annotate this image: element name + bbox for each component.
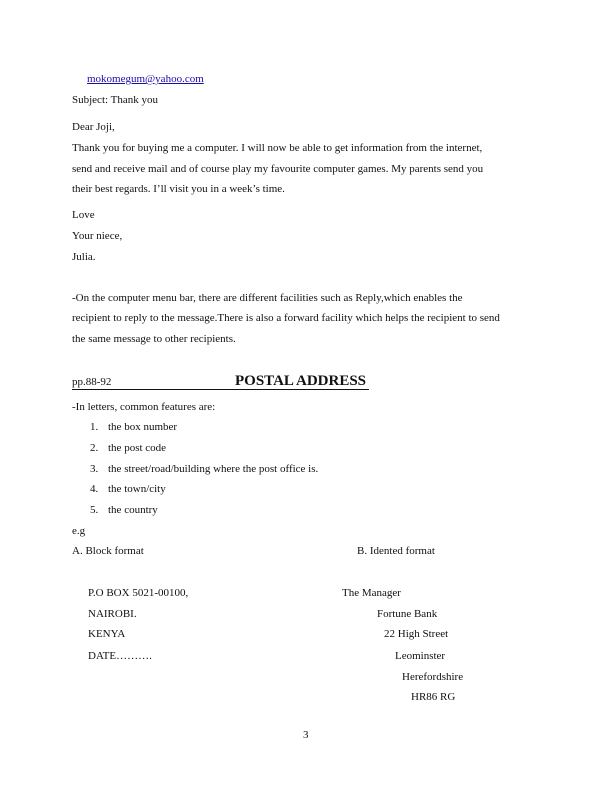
email-signature: Julia. xyxy=(72,251,96,263)
section-heading xyxy=(72,373,369,390)
note-line: the same message to other recipients. xyxy=(72,333,236,345)
list-number: 5. xyxy=(90,504,99,516)
list-item: the country xyxy=(108,504,158,516)
email-address-link[interactable]: mokomegum@yahoo.com xyxy=(87,73,204,85)
indented-address-line: The Manager xyxy=(342,587,401,599)
section-title: POSTAL ADDRESS xyxy=(235,373,367,389)
email-body-line: send and receive mail and of course play my favourite computer games. My parents send you xyxy=(72,163,484,175)
block-format-label: A. Block format xyxy=(72,545,144,557)
block-address-line: KENYA xyxy=(88,628,126,640)
list-number: 3. xyxy=(90,463,99,475)
example-label: e.g xyxy=(72,525,86,537)
indented-address-line: Herefordshire xyxy=(402,671,464,683)
list-item: the street/road/building where the post office is. xyxy=(108,463,319,475)
email-greeting: Dear Joji, xyxy=(72,121,115,133)
email-closing: Your niece, xyxy=(72,230,123,242)
indented-format-label: B. Idented format xyxy=(357,545,435,557)
list-number: 4. xyxy=(90,483,99,495)
indented-address-line: 22 High Street xyxy=(384,628,449,640)
note-line: recipient to reply to the message.There is also a forward facility which helps the recipient to send xyxy=(72,312,500,324)
block-address-line: NAIROBI. xyxy=(88,608,137,620)
indented-address-line: Leominster xyxy=(395,650,446,662)
block-address-line: P.O BOX 5021-00100, xyxy=(88,587,189,599)
list-number: 1. xyxy=(90,421,99,433)
page-reference: pp.88-92 xyxy=(72,376,112,388)
list-item: the box number xyxy=(108,421,178,433)
block-address-line: DATE………. xyxy=(88,650,152,662)
email-body-line: Thank you for buying me a computer. I will now be able to get information from the internet, xyxy=(72,142,483,154)
indented-address-line: Fortune Bank xyxy=(377,608,438,620)
list-number: 2. xyxy=(90,442,99,454)
list-item: the post code xyxy=(108,442,167,454)
indented-address-line: HR86 RG xyxy=(411,691,456,703)
page-number: 3 xyxy=(303,729,309,741)
email-closing: Love xyxy=(72,209,95,221)
note-line: -On the computer menu bar, there are different facilities such as Reply,which enables the xyxy=(72,292,463,304)
email-subject: Subject: Thank you xyxy=(72,94,158,106)
email-body-line: their best regards. I’ll visit you in a week’s time. xyxy=(72,183,285,195)
features-intro: -In letters, common features are: xyxy=(72,401,216,413)
list-item: the town/city xyxy=(108,483,166,495)
